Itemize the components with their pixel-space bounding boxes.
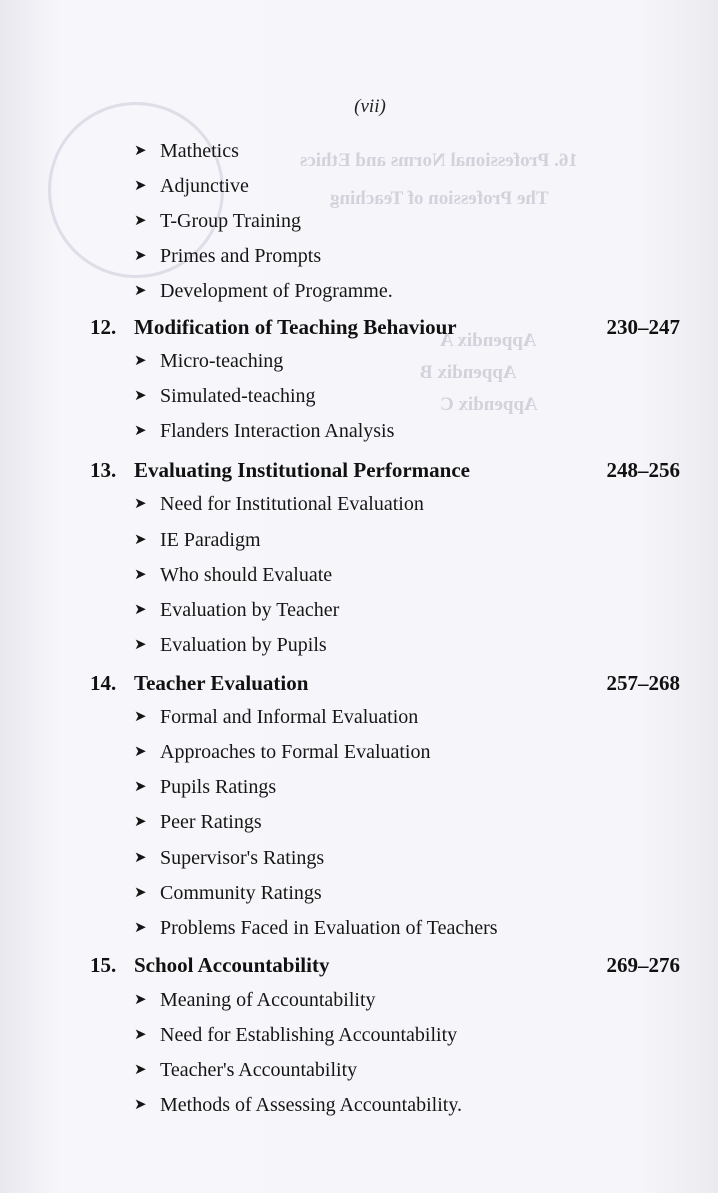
toc-item: ➤ Who should Evaluate (134, 564, 333, 586)
page-number: (vii) (354, 96, 386, 117)
arrow-bullet-icon: ➤ (134, 744, 147, 760)
arrow-bullet-icon: ➤ (134, 1027, 147, 1043)
chapter-number: 13. (90, 458, 117, 482)
bleed-through-text: Appendix C (440, 394, 538, 415)
toc-item: ➤ Teacher's Accountability (134, 1059, 358, 1081)
toc-item: ➤ Community Ratings (134, 882, 322, 904)
toc-item: ➤ Peer Ratings (134, 811, 262, 833)
arrow-bullet-icon: ➤ (134, 496, 147, 512)
arrow-bullet-icon: ➤ (134, 1062, 147, 1078)
toc-item: ➤ Simulated-teaching (134, 385, 316, 407)
arrow-bullet-icon: ➤ (134, 178, 147, 194)
toc-item: ➤ Mathetics (134, 140, 239, 162)
chapter-title: School Accountability (134, 953, 330, 977)
toc-item: ➤ Need for Establishing Accountability (134, 1024, 458, 1046)
bleed-through-text: Appendix B (420, 362, 517, 383)
arrow-bullet-icon: ➤ (134, 1097, 147, 1113)
toc-item: ➤ Meaning of Accountability (134, 989, 376, 1011)
chapter-title: Modification of Teaching Behaviour (134, 315, 457, 339)
bleed-through-text: The Profession of Teaching (330, 188, 549, 209)
arrow-bullet-icon: ➤ (134, 602, 147, 618)
toc-item: ➤ Need for Institutional Evaluation (134, 493, 424, 515)
toc-item: ➤ Evaluation by Pupils (134, 634, 327, 656)
toc-item: ➤ Flanders Interaction Analysis (134, 420, 395, 442)
toc-item: ➤ Development of Programme. (134, 280, 393, 302)
chapter-heading (90, 671, 680, 701)
toc-item: ➤ Approaches to Formal Evaluation (134, 741, 431, 763)
arrow-bullet-icon: ➤ (134, 143, 147, 159)
toc-item: ➤ Supervisor's Ratings (134, 847, 325, 869)
chapter-heading (90, 458, 680, 488)
arrow-bullet-icon: ➤ (134, 283, 147, 299)
chapter-pages: 230–247 (606, 315, 680, 339)
toc-item: ➤ Methods of Assessing Accountability. (134, 1094, 463, 1116)
toc-item: ➤ IE Paradigm (134, 529, 261, 551)
arrow-bullet-icon: ➤ (134, 567, 147, 583)
chapter-title: Teacher Evaluation (134, 671, 309, 695)
chapter-number: 14. (90, 671, 117, 695)
toc-item: ➤ T-Group Training (134, 210, 301, 232)
arrow-bullet-icon: ➤ (134, 709, 147, 725)
arrow-bullet-icon: ➤ (134, 532, 147, 548)
toc-item: ➤ Pupils Ratings (134, 776, 277, 798)
toc-item: ➤ Evaluation by Teacher (134, 599, 340, 621)
arrow-bullet-icon: ➤ (134, 637, 147, 653)
chapter-number: 12. (90, 315, 117, 339)
arrow-bullet-icon: ➤ (134, 388, 147, 404)
arrow-bullet-icon: ➤ (134, 885, 147, 901)
arrow-bullet-icon: ➤ (134, 353, 147, 369)
bleed-through-text: Appendix A (440, 330, 537, 351)
chapter-pages: 248–256 (606, 458, 680, 482)
toc-item: ➤ Micro-teaching (134, 350, 284, 372)
arrow-bullet-icon: ➤ (134, 920, 147, 936)
toc-item: ➤ Problems Faced in Evaluation of Teachers (134, 917, 498, 939)
arrow-bullet-icon: ➤ (134, 992, 147, 1008)
chapter-pages: 257–268 (606, 671, 680, 695)
arrow-bullet-icon: ➤ (134, 248, 147, 264)
toc-item: ➤ Primes and Prompts (134, 245, 322, 267)
toc-item: ➤ Adjunctive (134, 175, 249, 197)
chapter-heading (90, 315, 680, 345)
chapter-number: 15. (90, 953, 117, 977)
arrow-bullet-icon: ➤ (134, 423, 147, 439)
arrow-bullet-icon: ➤ (134, 213, 147, 229)
chapter-pages: 269–276 (606, 953, 680, 977)
arrow-bullet-icon: ➤ (134, 814, 147, 830)
chapter-title: Evaluating Institutional Performance (134, 458, 470, 482)
arrow-bullet-icon: ➤ (134, 850, 147, 866)
chapter-heading (90, 953, 680, 983)
arrow-bullet-icon: ➤ (134, 779, 147, 795)
toc-item: ➤ Formal and Informal Evaluation (134, 706, 419, 728)
bleed-through-text: 16. Professional Norms and Ethics (300, 150, 578, 171)
